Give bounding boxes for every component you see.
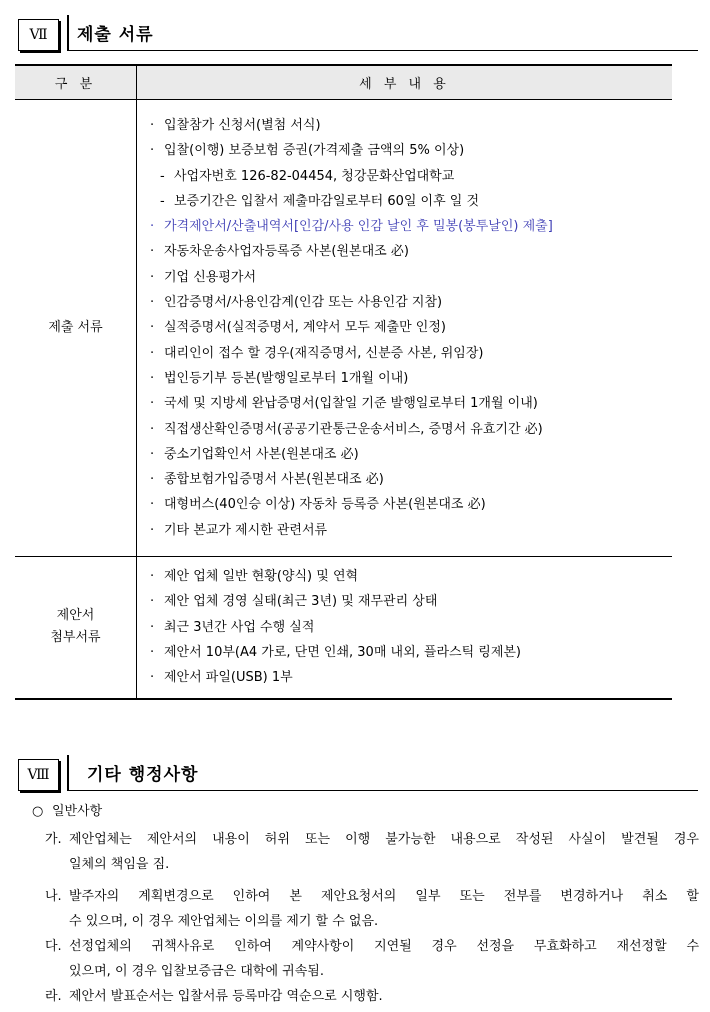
general-item-line: 있으며, 이 경우 입찰보증금은 대학에 귀속됨. xyxy=(69,964,324,979)
list-item-text: 사업자번호 126-82-04454, 청강문화산업대학교 xyxy=(174,168,455,184)
bullet-icon: · xyxy=(150,644,155,660)
table-header-row xyxy=(15,65,672,100)
list-item xyxy=(150,239,672,264)
bullet-icon: · xyxy=(150,594,155,610)
general-item-line: 발주자의 계획변경으로 인하여 본 제안요청서의 일부 또는 전부를 변경하거나 취소 할 xyxy=(69,889,699,904)
list-item xyxy=(150,442,672,467)
section-8-underline xyxy=(67,790,698,791)
list-item xyxy=(150,615,672,640)
bullet-icon: - xyxy=(160,193,165,209)
general-item xyxy=(45,984,699,1009)
list-item-text: 입찰참가 신청서(별첨 서식) xyxy=(164,117,321,133)
list-item-text: 종합보험가입증명서 사본(원본대조 必) xyxy=(164,472,384,488)
bullet-icon: · xyxy=(150,320,155,336)
header-details: 세 부 내 용 xyxy=(137,65,673,100)
list-item xyxy=(150,417,672,442)
list-item-text: 제안 업체 일반 현황(양식) 및 연혁 xyxy=(164,569,359,584)
general-item-line: 수 있으며, 이 경우 제안업체는 이의를 제기 할 수 없음. xyxy=(69,914,379,929)
list-item-text: 대리인이 접수 할 경우(재직증명서, 신분증 사본, 위임장) xyxy=(164,345,484,361)
list-item xyxy=(150,290,672,315)
list-item xyxy=(150,391,672,416)
list-item-text: 최근 3년간 사업 수행 실적 xyxy=(164,619,315,635)
bullet-icon: · xyxy=(150,244,155,260)
row-label-line: 제안서 xyxy=(56,608,95,624)
list-item xyxy=(150,113,672,138)
list-item-text: 법인등기부 등본(발행일로부터 1개월 이내) xyxy=(164,370,409,386)
row-label xyxy=(15,100,137,557)
general-item-label: 가. xyxy=(45,832,62,847)
row-label-line: 첨부서류 xyxy=(50,630,101,646)
section-7-header xyxy=(15,15,698,51)
general-item-line: 제안업체는 제안서의 내용이 허위 또는 이행 불가능한 내용으로 작성된 사실이 발견될 경우 xyxy=(69,832,699,847)
list-item-text: 가격제안서/산출내역서[인감/사용 인감 날인 후 밀봉(봉투날인) 제출] xyxy=(164,219,553,235)
bullet-icon: · xyxy=(150,670,155,686)
list-item xyxy=(150,366,672,391)
row-items-list xyxy=(137,564,672,690)
bullet-icon: · xyxy=(150,421,155,437)
list-item xyxy=(150,492,672,517)
section-7-title: 제출 서류 xyxy=(77,25,154,45)
list-item-text: 제안서 10부(A4 가로, 단면 인쇄, 30매 내외, 플라스틱 링제본) xyxy=(164,644,522,660)
general-item xyxy=(45,934,699,984)
section-8-header xyxy=(15,755,698,791)
list-item xyxy=(150,164,672,189)
bullet-icon: · xyxy=(150,269,155,285)
list-item xyxy=(150,214,672,239)
general-item xyxy=(45,884,699,934)
bullet-icon: · xyxy=(150,345,155,361)
list-item xyxy=(150,189,672,214)
section-7-divider xyxy=(67,15,69,51)
list-item-text: 기업 신용평가서 xyxy=(164,269,257,285)
bullet-icon: · xyxy=(150,446,155,462)
section-7-number: Ⅶ xyxy=(18,19,59,51)
list-item xyxy=(150,315,672,340)
general-item xyxy=(45,827,699,877)
list-item-text: 기타 본교가 제시한 관련서류 xyxy=(164,522,328,538)
section-8-number: Ⅷ xyxy=(18,759,59,791)
list-item xyxy=(150,564,672,589)
list-item-text: 입찰(이행) 보증보험 증권(가격제출 금액의 5% 이상) xyxy=(164,143,465,159)
list-item-text: 대형버스(40인승 이상) 자동차 등록증 사본(원본대조 必) xyxy=(164,497,486,513)
list-item xyxy=(150,138,672,163)
bullet-icon: · xyxy=(150,295,155,311)
bullet-icon: · xyxy=(150,569,155,584)
bullet-icon: · xyxy=(150,143,155,159)
list-item-text: 국세 및 지방세 완납증명서(입찰일 기준 발행일로부터 1개월 이내) xyxy=(164,396,538,412)
list-item-text: 제안서 파일(USB) 1부 xyxy=(164,670,293,686)
list-item xyxy=(150,265,672,290)
bullet-icon: · xyxy=(150,396,155,412)
list-item xyxy=(150,341,672,366)
bullet-icon: · xyxy=(150,472,155,488)
table-row xyxy=(15,100,672,557)
list-item xyxy=(150,518,672,543)
general-item-label: 라. xyxy=(45,989,62,1004)
bullet-icon: · xyxy=(150,619,155,635)
section-8-divider xyxy=(67,755,69,791)
general-item-line: 일체의 책임을 짐. xyxy=(69,857,170,872)
section-7-underline xyxy=(67,50,698,51)
bullet-icon: · xyxy=(150,497,155,513)
general-item-label: 다. xyxy=(45,939,62,954)
bullet-icon: · xyxy=(150,219,155,235)
general-heading xyxy=(32,800,102,819)
table-row xyxy=(15,557,672,699)
row-label xyxy=(15,557,137,699)
list-item-text: 중소기업확인서 사본(원본대조 必) xyxy=(164,446,359,462)
list-item xyxy=(150,589,672,614)
list-item-text: 제안 업체 경영 실태(최근 3년) 및 재무관리 상태 xyxy=(164,594,438,610)
list-item-text: 보증기간은 입찰서 제출마감일로부터 60일 이후 일 것 xyxy=(174,193,480,209)
row-items-list xyxy=(137,113,672,543)
row-items-cell xyxy=(137,100,673,557)
row-items-cell xyxy=(137,557,673,699)
bullet-icon: · xyxy=(150,370,155,386)
section-8-title: 기타 행정사항 xyxy=(87,765,199,785)
list-item xyxy=(150,640,672,665)
general-item-line: 선정업체의 귀책사유로 인하여 계약사항이 지연될 경우 선정을 무효화하고 재선정할 수 xyxy=(69,939,699,954)
list-item-text: 직접생산확인증명서(공공기관통근운송서비스, 증명서 유효기간 必) xyxy=(164,421,543,437)
circle-marker-icon: ○ xyxy=(32,804,44,819)
general-item-line: 제안서 발표순서는 입찰서류 등록마감 역순으로 시행함. xyxy=(69,989,383,1004)
header-category: 구 분 xyxy=(15,65,137,100)
list-item-text: 자동차운송사업자등록증 사본(원본대조 必) xyxy=(164,244,409,260)
general-item-label: 나. xyxy=(45,889,62,904)
bullet-icon: - xyxy=(160,168,165,184)
list-item xyxy=(150,467,672,492)
general-heading-text: 일반사항 xyxy=(52,804,103,819)
row-label-line: 제출 서류 xyxy=(48,320,103,335)
submission-documents-table xyxy=(15,64,672,700)
bullet-icon: · xyxy=(150,117,155,133)
list-item-text: 실적증명서(실적증명서, 계약서 모두 제출만 인정) xyxy=(164,320,446,336)
bullet-icon: · xyxy=(150,522,155,538)
list-item xyxy=(150,665,672,690)
list-item-text: 인감증명서/사용인감계(인감 또는 사용인감 지참) xyxy=(164,295,443,311)
